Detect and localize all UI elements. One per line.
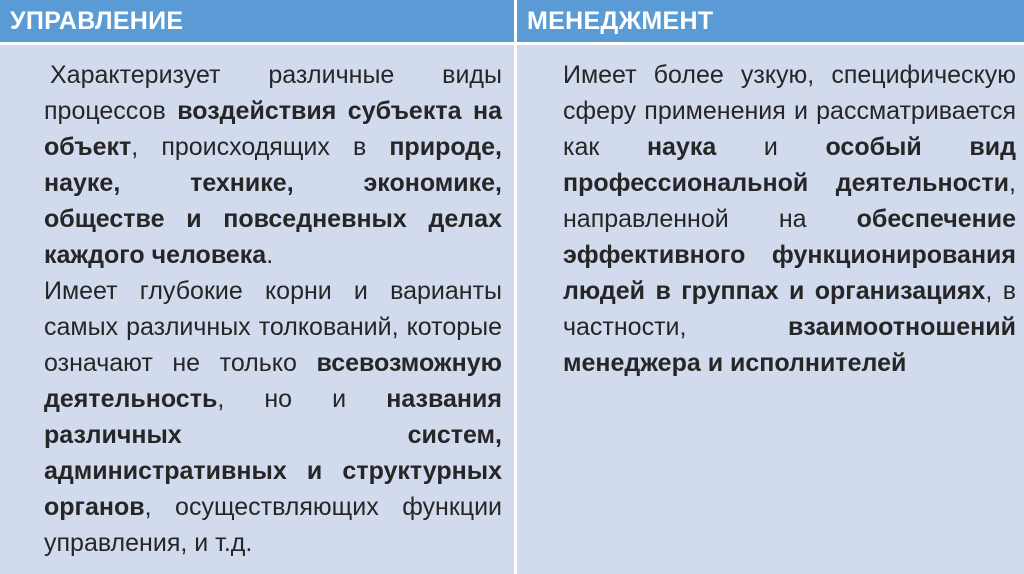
right-p1-run: особый вид профессиональной деятельности — [563, 133, 1016, 197]
left-p1-run: , происходящих в — [131, 133, 390, 161]
left-paragraph-2 — [44, 273, 502, 561]
left-p1-run: Характеризует различные виды процессов — [44, 61, 502, 125]
right-column-text — [517, 45, 1024, 574]
right-p1-run: наука — [646, 133, 717, 161]
right-p1-run: взаимоотношений менеджера и исполнителей — [563, 313, 1016, 377]
left-p1-run: воздействия субъекта на объект — [44, 97, 503, 161]
right-p1-run: , направленной на — [563, 169, 1016, 233]
right-p1-run: и — [716, 133, 826, 161]
right-paragraph-1 — [563, 57, 1016, 381]
left-p2-run: названия различных систем, административных и структурных органов — [44, 385, 502, 521]
left-p1-run: природе, науке, технике, экономике, обществе и повседневных делах каждого человека — [44, 133, 502, 269]
left-p2-run: Имеет глубокие корни и варианты самых различных толкований, которые означают не только — [44, 277, 502, 377]
right-p1-run: обеспечение эффективного функционирования людей в группах и организациях — [563, 205, 1016, 305]
left-p2-run: , но и — [217, 385, 387, 413]
header-management-ru: УПРАВЛЕНИЕ — [0, 0, 514, 42]
left-p1-run: . — [266, 241, 274, 269]
left-p2-run: , осуществляющих функции управления, и т.д. — [44, 493, 502, 557]
right-p1-run: Имеет более узкую, специфическую сферу применения и рассматривается как — [563, 61, 1016, 161]
left-p2-run: всевозможную деятельность — [44, 349, 502, 413]
right-p1-run: , в частности, — [563, 277, 1016, 341]
left-paragraph-1 — [44, 57, 502, 273]
header-management-en: МЕНЕДЖМЕНТ — [517, 0, 1024, 42]
left-column-text — [0, 45, 514, 574]
